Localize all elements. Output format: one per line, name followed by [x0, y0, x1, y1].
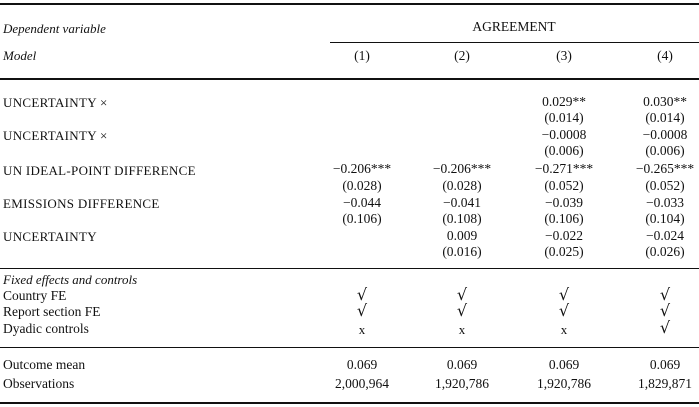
row-label-uncertainty: UNCERTAINTY	[3, 229, 97, 244]
x-mark: x	[458, 322, 466, 337]
se-cell: (0.108)	[442, 211, 482, 226]
stat-cell: 0.069	[548, 357, 580, 372]
dependent-variable-label: Dependent variable	[3, 21, 106, 36]
stat-cell: 1,829,871	[638, 376, 692, 391]
coef-cell: −0.265***	[635, 161, 695, 176]
stats-rule	[0, 347, 699, 348]
stat-cell: 0.069	[446, 357, 478, 372]
row-label-uncertainty-interaction-1: UNCERTAINTY ×	[3, 95, 108, 110]
fe-label-dyadic-controls: Dyadic controls	[3, 321, 89, 336]
coef-cell: −0.033	[646, 195, 684, 210]
column-header-3: (3)	[556, 48, 572, 63]
column-header-1: (1)	[354, 48, 370, 63]
fe-label-report-section: Report section FE	[3, 304, 101, 319]
stat-cell: 2,000,964	[335, 376, 389, 391]
se-cell: (0.014)	[544, 110, 584, 125]
check-mark: √	[659, 301, 671, 320]
se-cell: (0.025)	[544, 244, 584, 259]
coef-cell: −0.206***	[432, 161, 492, 176]
check-mark: √	[659, 285, 671, 304]
se-cell: (0.106)	[544, 211, 584, 226]
check-mark: √	[356, 285, 368, 304]
bottom-rule	[0, 402, 699, 404]
se-cell: (0.106)	[342, 211, 382, 226]
stat-cell: 0.069	[649, 357, 681, 372]
se-cell: (0.026)	[645, 244, 685, 259]
model-label: Model	[3, 48, 37, 63]
se-cell: (0.028)	[442, 178, 482, 193]
se-cell: (0.006)	[544, 143, 584, 158]
check-mark: √	[659, 318, 671, 337]
top-rule	[0, 3, 699, 5]
stat-label-outcome-mean: Outcome mean	[3, 357, 86, 372]
fe-rule	[0, 268, 699, 269]
x-mark: x	[560, 322, 568, 337]
fe-label-country: Country FE	[3, 288, 67, 303]
header-rule	[0, 78, 699, 80]
column-header-2: (2)	[454, 48, 470, 63]
stat-label-observations: Observations	[3, 376, 75, 391]
coef-cell: 0.030**	[643, 94, 687, 109]
coef-cell: −0.206***	[332, 161, 392, 176]
coef-cell: −0.022	[545, 228, 583, 243]
check-mark: √	[558, 285, 570, 304]
row-label-uncertainty-interaction-2: UNCERTAINTY ×	[3, 128, 108, 143]
coef-cell: −0.024	[646, 228, 684, 243]
fixed-effects-heading: Fixed effects and controls	[3, 272, 138, 287]
coef-cell: −0.0008	[541, 127, 587, 142]
check-mark: √	[558, 301, 570, 320]
check-mark: √	[456, 285, 468, 304]
stat-cell: 0.069	[346, 357, 378, 372]
se-cell: (0.052)	[645, 178, 685, 193]
coef-cell: −0.271***	[534, 161, 594, 176]
outcome-label: AGREEMENT	[472, 19, 556, 34]
stat-cell: 1,920,786	[537, 376, 591, 391]
coef-cell: −0.044	[343, 195, 381, 210]
coef-cell: −0.0008	[642, 127, 688, 142]
coef-cell: 0.029**	[542, 94, 586, 109]
coef-cell: 0.009	[446, 228, 478, 243]
se-cell: (0.052)	[544, 178, 584, 193]
check-mark: √	[356, 301, 368, 320]
coef-cell: −0.039	[545, 195, 583, 210]
se-cell: (0.006)	[645, 143, 685, 158]
coef-cell: −0.041	[443, 195, 481, 210]
row-label-emissions-difference: EMISSIONS DIFFERENCE	[3, 196, 160, 211]
x-mark: x	[358, 322, 366, 337]
stat-cell: 1,920,786	[435, 376, 489, 391]
se-cell: (0.028)	[342, 178, 382, 193]
agreement-underline	[330, 42, 699, 43]
column-header-4: (4)	[657, 48, 673, 63]
se-cell: (0.104)	[645, 211, 685, 226]
se-cell: (0.016)	[442, 244, 482, 259]
check-mark: √	[456, 301, 468, 320]
se-cell: (0.014)	[645, 110, 685, 125]
row-label-un-ideal-point-difference: UN IDEAL-POINT DIFFERENCE	[3, 163, 196, 178]
